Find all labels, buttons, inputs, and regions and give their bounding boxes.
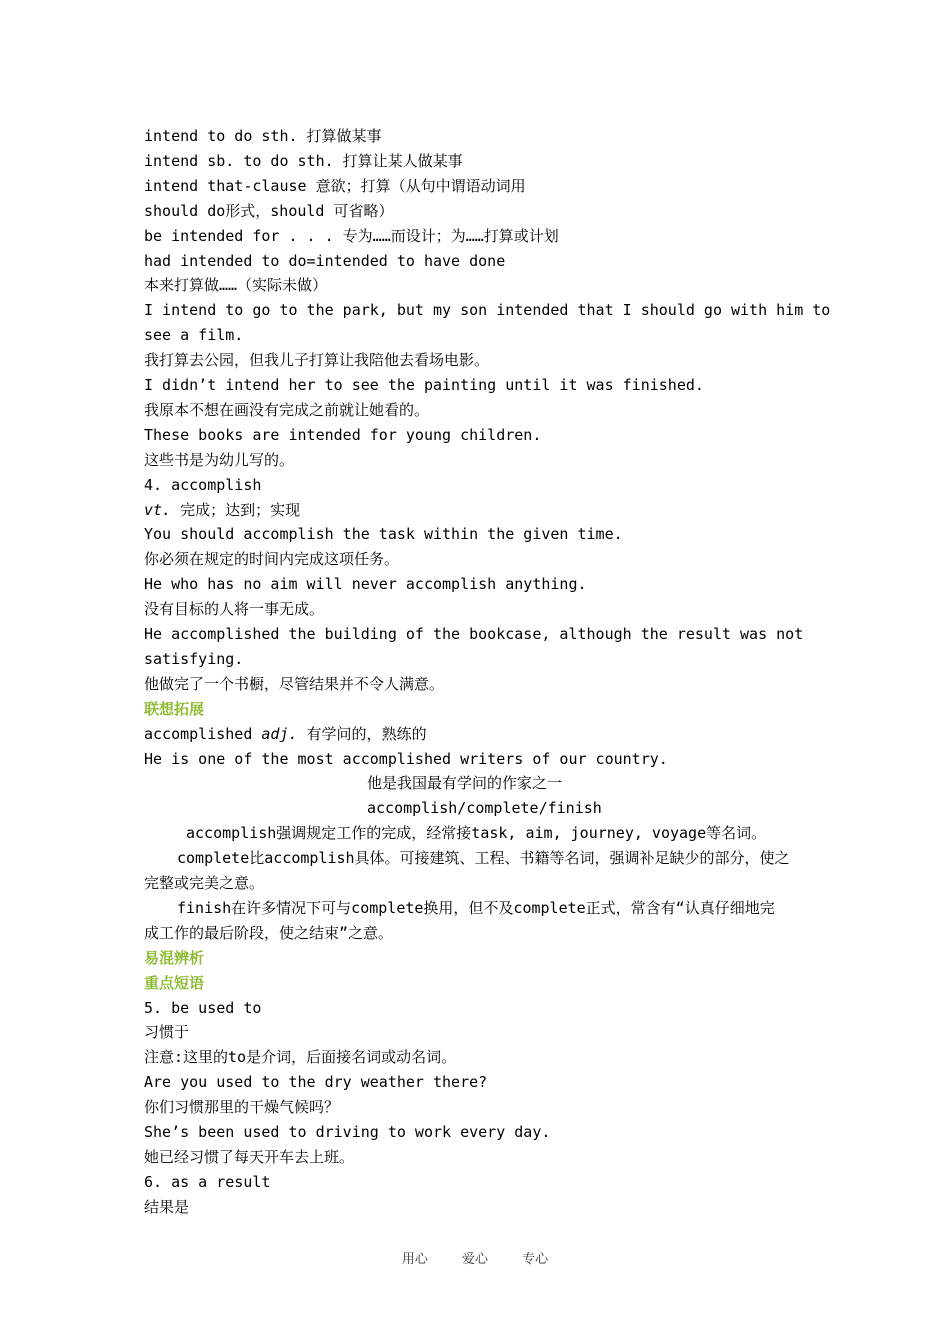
text-line: You should accomplish the task within the given time.: [144, 525, 623, 544]
headword: accomplished: [144, 724, 262, 743]
text-line: She’s been used to driving to work every day.: [144, 1123, 551, 1141]
text-line: should do形式，should 可省略）: [144, 201, 394, 220]
text-line: He accomplished the building of the bookcase, although the result was not: [144, 625, 804, 643]
page-footer: [0, 1248, 950, 1267]
text-line: 结果是: [144, 1197, 190, 1216]
text-line: 我原本不想在画没有完成之前就让她看的。: [144, 400, 430, 419]
text-line: These books are intended for young children.: [144, 425, 542, 444]
text-line: 6. as a result: [144, 1172, 271, 1191]
text-line: He is one of the most accomplished writers of our country.: [144, 749, 668, 768]
text-line: 这些书是为幼儿写的。: [144, 450, 295, 469]
text-line: 习惯于: [144, 1023, 190, 1042]
section-heading: 联想拓展: [144, 699, 205, 718]
text-line: see a film.: [144, 326, 244, 345]
text-line: 4. accomplish: [144, 475, 262, 494]
text-line: accomplish/complete/finish: [367, 799, 602, 818]
footer-word: 爱心: [461, 1252, 488, 1267]
text-line: 完整或完美之意。: [144, 874, 265, 892]
text-line: 你必须在规定的时间内完成这项任务。: [144, 550, 400, 569]
text-line: 她已经习惯了每天开车去上班。: [144, 1147, 355, 1166]
text-line: satisfying.: [144, 649, 244, 668]
text-line: Are you used to the dry weather there?: [144, 1073, 488, 1092]
footer-word: 专心: [522, 1252, 549, 1267]
text-line: complete比accomplish具体。可接建筑、工程、书籍等名词，强调补足缺少的部分，使之: [177, 849, 790, 868]
definition: 完成；达到；实现: [171, 500, 301, 519]
text-line: 你们习惯那里的干燥气候吗？: [144, 1098, 340, 1117]
text-line: He who has no aim will never accomplish anything.: [144, 575, 587, 594]
text-line: 他是我国最有学问的作家之一: [367, 774, 563, 793]
text-line: be intended for . . . 专为……而设计；为……打算或计划: [144, 226, 559, 245]
definition: 有学问的，熟练的: [297, 724, 427, 743]
text-line: 成工作的最后阶段，使之结束”之意。: [144, 923, 394, 942]
definition-line: [144, 722, 824, 747]
section-heading: 重点短语: [144, 973, 205, 992]
text-line: intend that-clause 意欲；打算（从句中谓语动词用: [144, 176, 526, 195]
text-line: accomplish强调规定工作的完成，经常接task, aim, journey, voyage等名词。: [186, 824, 767, 843]
text-line: intend sb. to do sth. 打算让某人做某事: [144, 151, 463, 170]
text-line: I didn’t intend her to see the painting until it was finished.: [144, 376, 704, 394]
text-line: had intended to do=intended to have done: [144, 251, 506, 270]
part-of-speech: vt.: [144, 500, 172, 519]
text-line: I intend to go to the park, but my son intended that I should go with him to: [144, 301, 831, 320]
text-line: 5. be used to: [144, 998, 262, 1017]
text-line: finish在许多情况下可与complete换用，但不及complete正式，常含有“认真仔细地完: [177, 898, 775, 917]
section-heading: 易混辨析: [144, 948, 205, 967]
text-line: 我打算去公园，但我儿子打算让我陪他去看场电影。: [144, 351, 490, 370]
text-line: 注意:这里的to是介词，后面接名词或动名词。: [144, 1048, 457, 1067]
part-of-speech: adj.: [261, 724, 298, 743]
text-line: 他做完了一个书橱，尽管结果并不令人满意。: [144, 674, 445, 693]
footer-word: 用心: [401, 1252, 428, 1267]
text-line: 本来打算做……（实际未做）: [144, 276, 328, 295]
text-line: 没有目标的人将一事无成。: [144, 600, 325, 619]
definition-line: [144, 498, 824, 523]
text-line: intend to do sth. 打算做某事: [144, 127, 382, 145]
